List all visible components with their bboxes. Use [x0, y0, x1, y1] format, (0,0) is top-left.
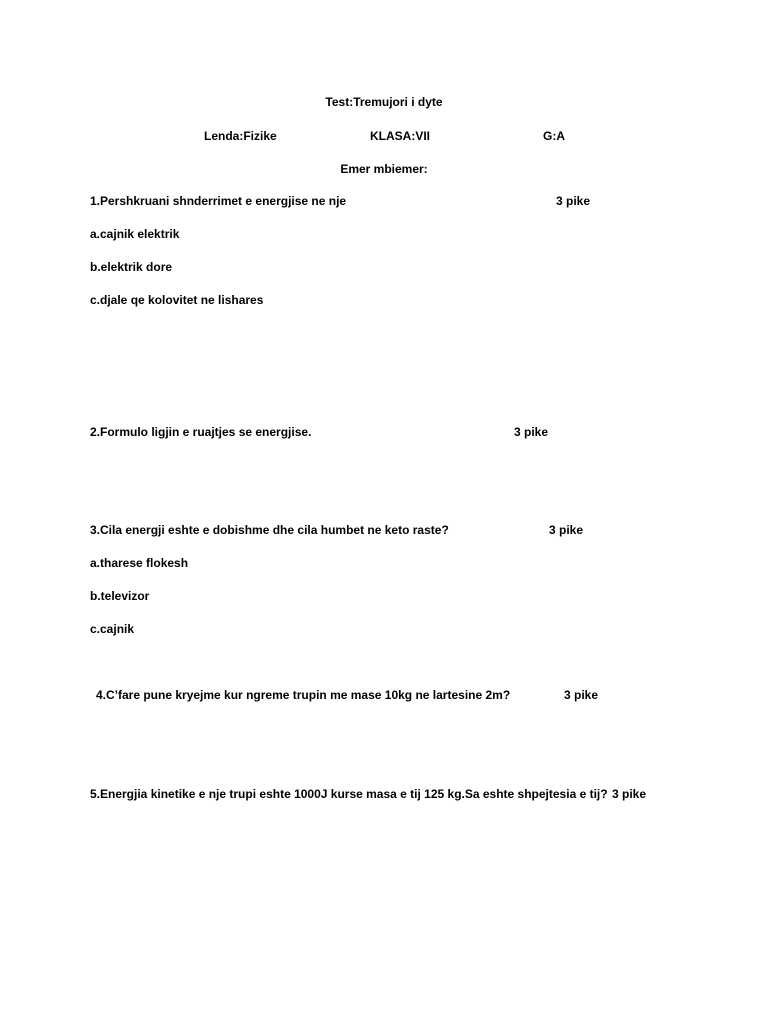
- question-5-points: 3 pike: [612, 787, 647, 801]
- class-label: KLASA:VII: [370, 129, 430, 143]
- question-3-item-c: c.cajnik: [90, 622, 135, 636]
- question-5-text: 5.Energjia kinetike e nje trupi eshte 1000J kurse masa e tij 125 kg.Sa eshte shpejtesia e tij?: [90, 787, 608, 801]
- question-3-item-b: b.televizor: [90, 589, 150, 603]
- question-1-item-c: c.djale qe kolovitet ne lishares: [90, 293, 264, 307]
- test-title: Test:Tremujori i dyte: [325, 95, 443, 109]
- group-label: G:A: [543, 129, 565, 143]
- question-3-points: 3 pike: [549, 523, 584, 537]
- subject-label: Lenda:Fizike: [204, 129, 277, 143]
- question-1-points: 3 pike: [556, 194, 591, 208]
- question-4-text: 4.C’fare pune kryejme kur ngreme trupin me mase 10kg ne lartesine 2m?: [96, 688, 511, 702]
- question-1-item-b: b.elektrik dore: [90, 260, 173, 274]
- question-1-text: 1.Pershkruani shnderrimet e energjise ne nje: [90, 194, 347, 208]
- question-2-points: 3 pike: [514, 425, 549, 439]
- question-3-item-a: a.tharese flokesh: [90, 556, 189, 570]
- question-4-points: 3 pike: [564, 688, 599, 702]
- question-3-text: 3.Cila energji eshte e dobishme dhe cila humbet ne keto raste?: [90, 523, 449, 537]
- question-1-item-a: a.cajnik elektrik: [90, 227, 180, 241]
- student-name-line: Emer mbiemer:: [340, 162, 428, 176]
- question-2-text: 2.Formulo ligjin e ruajtjes se energjise.: [90, 425, 312, 439]
